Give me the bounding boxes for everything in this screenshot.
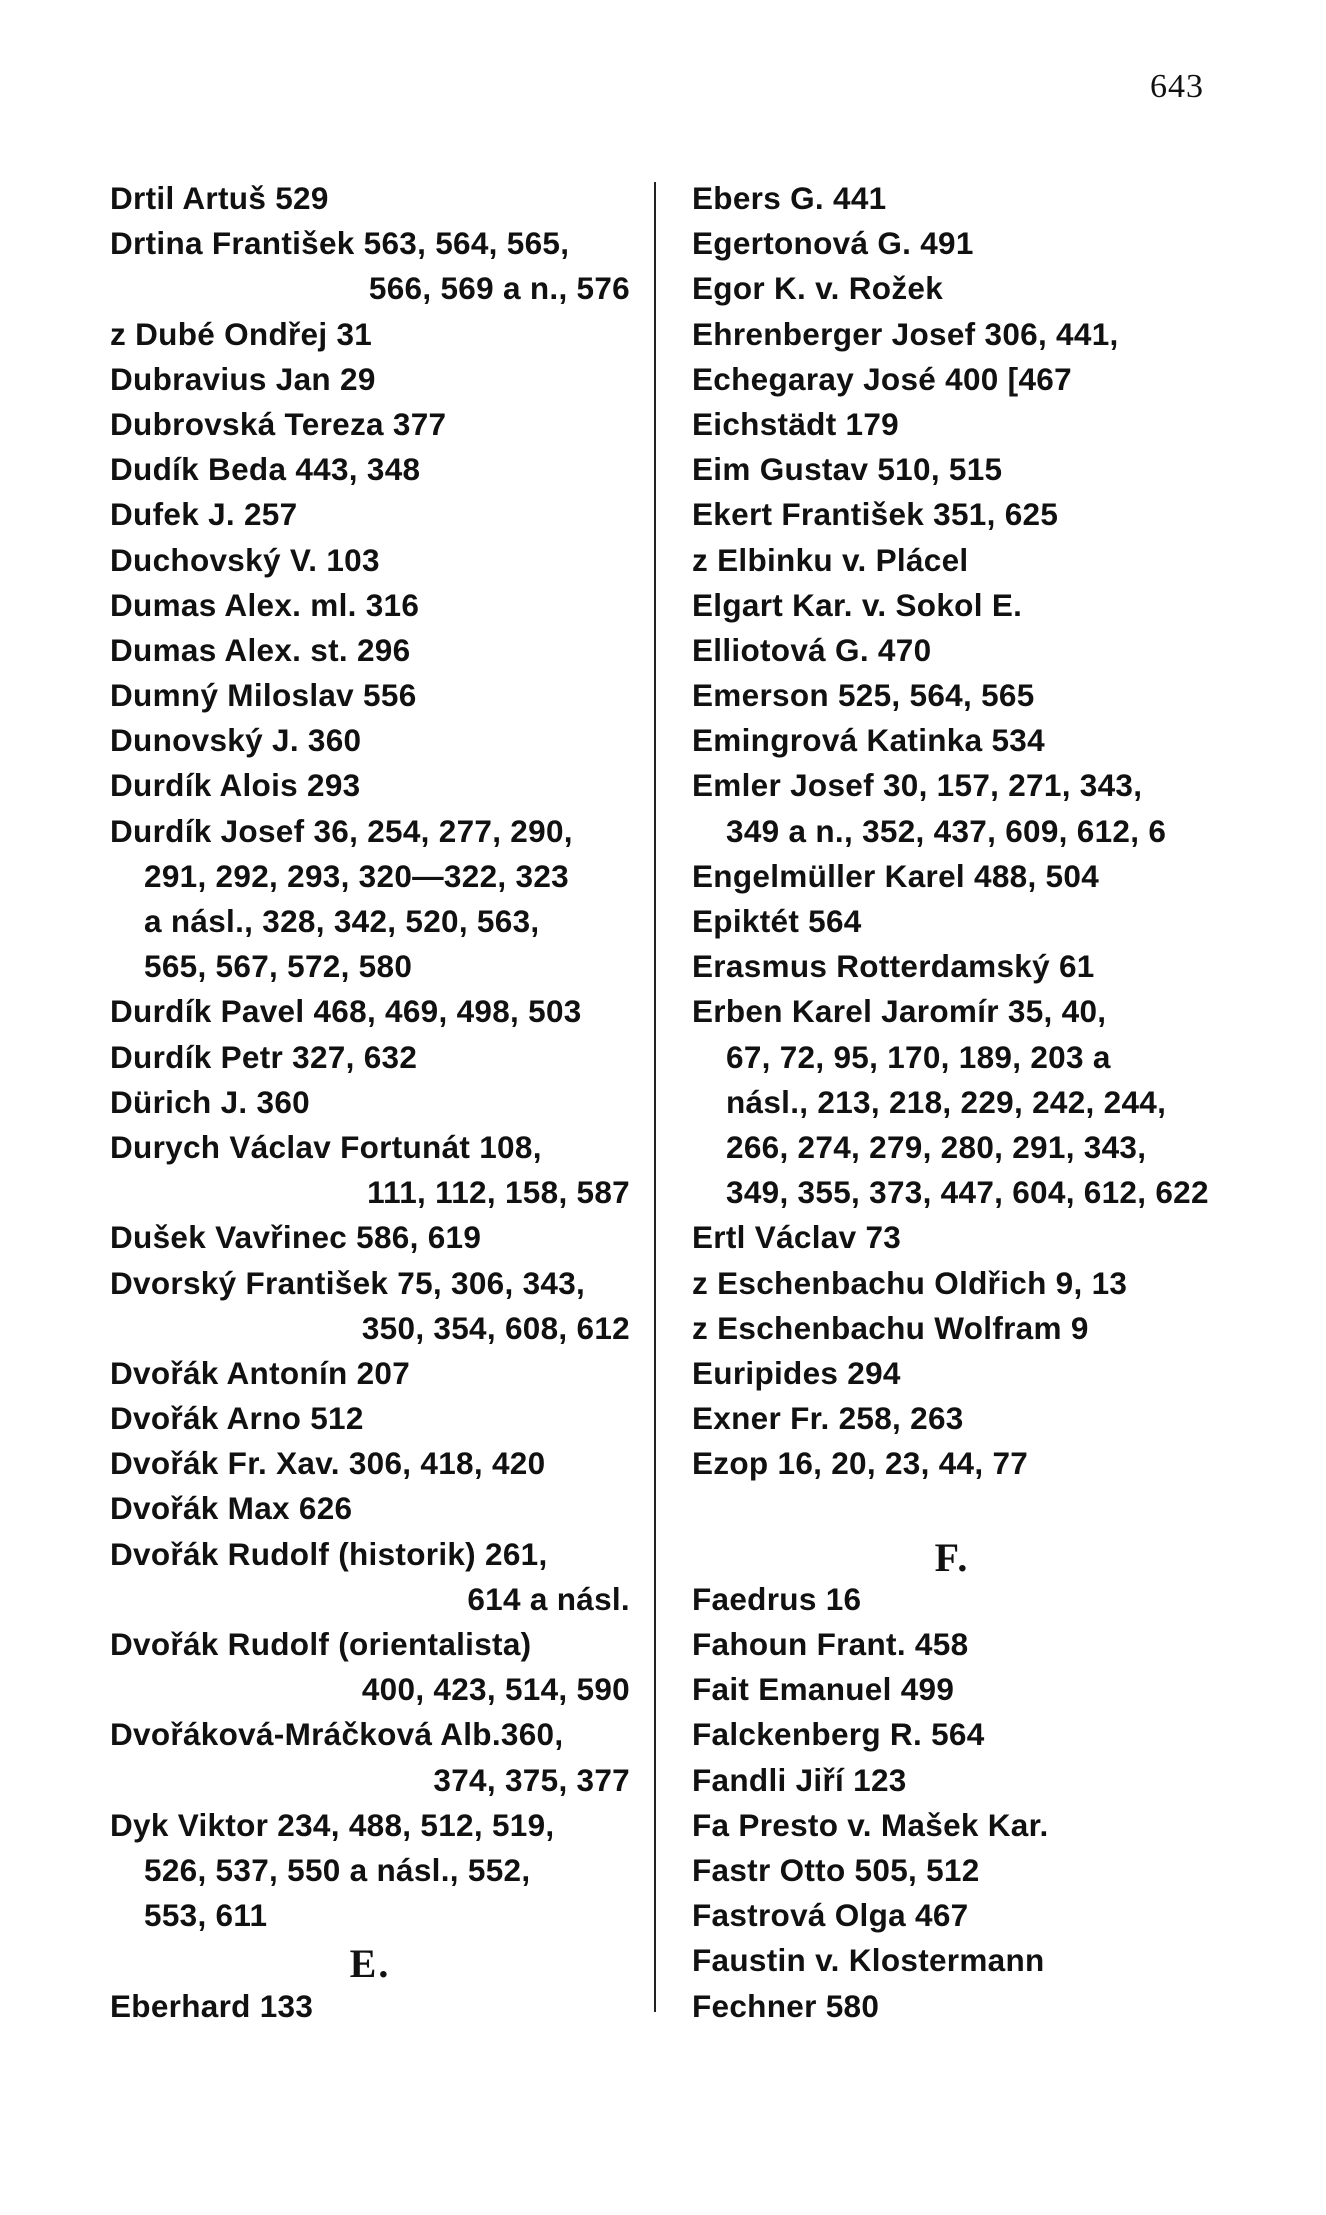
index-entry-line: Durdík Alois 293 <box>110 767 361 804</box>
index-entry-line: Durdík Josef 36, 254, 277, 290, <box>110 812 573 849</box>
index-entry-line: Drtina František 563, 564, 565, <box>110 225 570 262</box>
index-entry-line: 111, 112, 158, 587 <box>367 1174 630 1211</box>
index-entry-line: Dušek Vavřinec 586, 619 <box>110 1219 482 1256</box>
index-entry-line: 565, 567, 572, 580 <box>144 948 413 985</box>
index-entry-line: 266, 274, 279, 280, 291, 343, <box>726 1128 1147 1165</box>
index-entry-line: z Dubé Ondřej 31 <box>110 315 373 352</box>
index-entry-line: 374, 375, 377 <box>433 1761 630 1798</box>
index-entry-line: Faedrus 16 <box>692 1580 862 1617</box>
index-entry-line: Falckenberg R. 564 <box>692 1716 985 1753</box>
index-entry-line: Duchovský V. 103 <box>110 541 380 578</box>
index-entry-line: Euripides 294 <box>692 1354 901 1391</box>
index-entry-line: Ehrenberger Josef 306, 441, <box>692 315 1119 352</box>
index-entry-line: 553, 611 <box>144 1897 268 1934</box>
index-entry-line: a násl., 328, 342, 520, 563, <box>144 903 540 939</box>
index-entry-line: Dvořák Rudolf (historik) 261, <box>110 1535 548 1572</box>
index-entry-line: Durdík Pavel 468, 469, 498, 503 <box>110 993 582 1030</box>
index-entry-line: Fait Emanuel 499 <box>692 1671 955 1708</box>
index-entry-line: 349, 355, 373, 447, 604, 612, 622 <box>726 1174 1209 1211</box>
index-entry-line: Dyk Viktor 234, 488, 512, 519, <box>110 1806 555 1843</box>
index-entry-line: Egor K. v. Rožek <box>692 270 944 307</box>
index-entry-line: 67, 72, 95, 170, 189, 203 a <box>726 1038 1111 1075</box>
index-entry-line: Fahoun Frant. 458 <box>692 1626 969 1662</box>
index-entry-line: Emerson 525, 564, 565 <box>692 677 1035 714</box>
index-entry-line: Dumas Alex. ml. 316 <box>110 586 420 623</box>
index-entry-line: Dvořáková-Mráčková Alb.360, <box>110 1716 564 1753</box>
column-divider <box>654 182 656 2012</box>
index-entry-line: Fa Presto v. Mašek Kar. <box>692 1806 1049 1843</box>
index-entry-line: Erben Karel Jaromír 35, 40, <box>692 993 1107 1030</box>
blank-line <box>692 1486 1212 1531</box>
index-entry-line: Eichstädt 179 <box>692 405 899 442</box>
index-entry-line: Fechner 580 <box>692 1987 880 2024</box>
index-entry-line: Faustin v. Klostermann <box>692 1942 1045 1979</box>
index-entry-line: Dunovský J. 360 <box>110 722 362 759</box>
index-entry-line: Drtil Artuš 529 <box>110 180 329 216</box>
index-column-right <box>692 176 1212 2029</box>
index-entry-line: Exner Fr. 258, 263 <box>692 1400 964 1437</box>
index-entry-line: Emingrová Katinka 534 <box>692 722 1045 759</box>
index-entry-line: z Eschenbachu Wolfram 9 <box>692 1309 1089 1346</box>
index-column-left <box>110 176 630 2029</box>
index-entry-line: Dürich J. 360 <box>110 1083 310 1120</box>
index-entry-line: Dvořák Antonín 207 <box>110 1354 411 1391</box>
section-letter-heading: F. <box>934 1534 970 1580</box>
index-entry-line: Fandli Jiří 123 <box>692 1761 907 1798</box>
index-entry-line: Fastrová Olga 467 <box>692 1897 969 1934</box>
page-number: 643 <box>1150 68 1204 105</box>
index-entry-line: Fastr Otto 505, 512 <box>692 1851 980 1888</box>
index-entry-line: Erasmus Rotterdamský 61 <box>692 948 1095 985</box>
index-entry-line: Elliotová G. 470 <box>692 631 932 668</box>
index-entry-line: Eim Gustav 510, 515 <box>692 451 1003 488</box>
index-entry-line: 526, 537, 550 a násl., 552, <box>144 1851 531 1888</box>
index-entry-line: Ebers G. 441 <box>692 180 887 216</box>
index-entry-line: Dubrovská Tereza 377 <box>110 405 447 442</box>
index-entry-line: Durdík Petr 327, 632 <box>110 1038 418 1075</box>
index-entry-line: 614 a násl. <box>467 1580 630 1617</box>
index-entry-line: Dvorský František 75, 306, 343, <box>110 1264 586 1301</box>
index-entry-line: Dvořák Rudolf (orientalista) <box>110 1626 532 1662</box>
index-entry-line: 350, 354, 608, 612 <box>361 1309 630 1346</box>
index-entry-line: Elgart Kar. v. Sokol E. <box>692 586 1023 623</box>
index-entry-line: Eberhard 133 <box>110 1987 314 2024</box>
index-entry-line: Durych Václav Fortunát 108, <box>110 1128 542 1165</box>
index-entry-line: z Elbinku v. Plácel <box>692 541 969 578</box>
index-entry-line: Engelmüller Karel 488, 504 <box>692 857 1100 894</box>
section-letter-heading: E. <box>349 1941 391 1987</box>
index-entry-line: 400, 423, 514, 590 <box>361 1671 630 1708</box>
index-entry-line: Dubravius Jan 29 <box>110 360 376 397</box>
index-entry-line: 349 a n., 352, 437, 609, 612, 6 <box>726 812 1167 849</box>
index-entry-line: Dvořák Arno 512 <box>110 1400 364 1437</box>
index-entry-line: Ekert František 351, 625 <box>692 496 1059 533</box>
index-entry-line: Dumas Alex. st. 296 <box>110 631 411 668</box>
index-entry-line: Echegaray José 400 [467 <box>692 360 1072 397</box>
index-entry-line: Egertonová G. 491 <box>692 225 974 262</box>
index-entry-line: Dvořák Fr. Xav. 306, 418, 420 <box>110 1445 546 1482</box>
index-entry-line: 291, 292, 293, 320—322, 323 <box>144 857 569 894</box>
index-entry-line: Dumný Miloslav 556 <box>110 677 417 714</box>
index-entry-line: Ezop 16, 20, 23, 44, 77 <box>692 1445 1029 1482</box>
index-entry-line: Dufek J. 257 <box>110 496 298 533</box>
index-entry-line: Dvořák Max 626 <box>110 1490 353 1527</box>
index-entry-line: Ertl Václav 73 <box>692 1219 902 1256</box>
index-entry-line: Epiktét 564 <box>692 903 862 939</box>
index-entry-line: z Eschenbachu Oldřich 9, 13 <box>692 1264 1128 1301</box>
index-entry-line: Emler Josef 30, 157, 271, 343, <box>692 767 1143 804</box>
index-entry-line: Dudík Beda 443, 348 <box>110 451 421 488</box>
index-entry-line: násl., 213, 218, 229, 242, 244, <box>726 1083 1167 1120</box>
index-entry-line: 566, 569 a n., 576 <box>368 270 630 307</box>
